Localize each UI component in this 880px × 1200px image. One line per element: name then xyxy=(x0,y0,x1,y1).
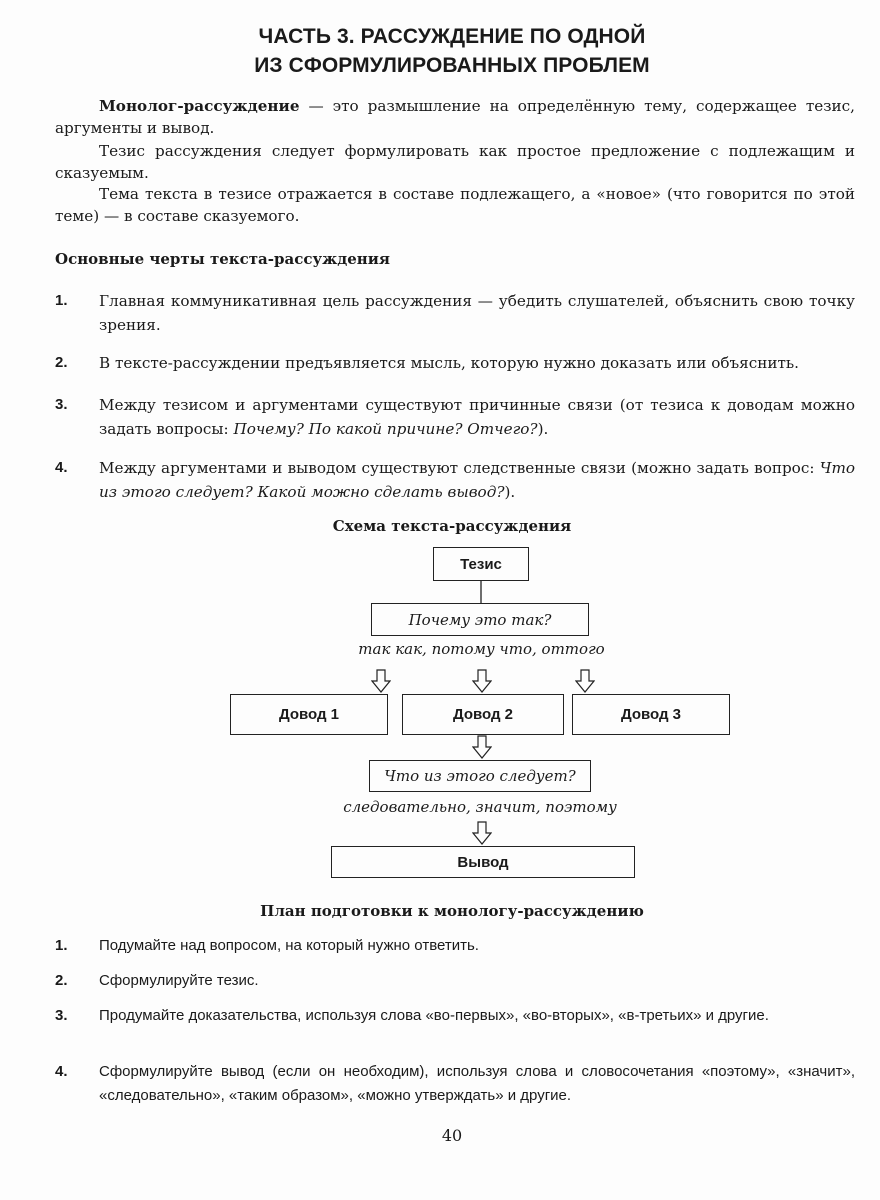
intro-paragraph-2: Тезис рассуждения следует формулировать как простое предложение с подлежащим и сказуемым. xyxy=(55,142,855,182)
thesis-box: Тезис xyxy=(433,547,529,581)
term-monolog: Монолог-рассуждение xyxy=(99,97,300,115)
feature-text: Между аргументами и выводом существуют следственные связи (можно задать вопрос: xyxy=(99,459,820,477)
plan-text: Продумайте доказательства, используя слова «во-первых», «во-вторых», «в-третьих» и другие. xyxy=(99,1007,769,1024)
argument-box-2: Довод 2 xyxy=(402,694,564,735)
conclusion-box: Вывод xyxy=(331,846,635,878)
intro-paragraph-3: Тема текста в тезисе отражается в составе подлежащего, а «новое» (что говорится по этой теме) — в составе сказуемого. xyxy=(55,185,855,225)
argument-box-3: Довод 3 xyxy=(572,694,730,735)
feature-questions: Почему? По какой причине? Отчего? xyxy=(233,420,538,438)
plan-text: Сформулируйте тезис. xyxy=(99,972,259,989)
feature-text: Между тезисом и аргументами существуют причинные связи (от тезиса к доводам можно задать вопросы: xyxy=(99,396,855,438)
title-line-1: ЧАСТЬ 3. РАССУЖДЕНИЕ ПО ОДНОЙ xyxy=(258,25,646,48)
arrow-down-icon xyxy=(575,669,595,693)
feature-number: 2. xyxy=(55,354,68,371)
feature-number: 3. xyxy=(55,396,68,413)
intro-p1-rest: — это размышление на определённую тему, содержащее тезис, аргументы и вывод. xyxy=(55,97,855,137)
question-consequence-box: Что из этого следует? xyxy=(369,760,591,792)
plan-number: 1. xyxy=(55,937,68,954)
consequence-connectors: следовательно, значит, поэтому xyxy=(343,798,617,816)
arrow-down-icon xyxy=(472,821,492,845)
plan-text: Подумайте над вопросом, на который нужно ответить. xyxy=(99,937,479,954)
feature-questions: Что из этого следует? Какой можно сделать вывод? xyxy=(99,459,855,501)
feature-number: 4. xyxy=(55,459,68,476)
plan-item-1 xyxy=(55,934,855,958)
title-line-2: ИЗ СФОРМУЛИРОВАННЫХ ПРОБЛЕМ xyxy=(254,54,650,77)
feature-tail: ). xyxy=(537,420,549,438)
plan-heading: План подготовки к монологу-рассуждению xyxy=(260,902,644,920)
plan-item-3 xyxy=(55,1004,855,1052)
feature-text: В тексте-рассуждении предъявляется мысль, которую нужно доказать или объяснить. xyxy=(99,354,800,372)
causal-connectors: так как, потому что, оттого xyxy=(358,640,605,658)
feature-text: Главная коммуникативная цель рассуждения — убедить слушателей, объяснить свою точку зрения. xyxy=(99,292,855,334)
arrow-down-icon xyxy=(472,669,492,693)
arrow-down-icon xyxy=(371,669,391,693)
scheme-heading: Схема текста-рассуждения xyxy=(332,517,572,535)
feature-tail: ). xyxy=(504,483,516,501)
feature-number: 1. xyxy=(55,292,68,309)
plan-number: 4. xyxy=(55,1063,68,1080)
plan-text: Сформулируйте вывод (если он необходим), используя слова и словосочетания «поэтому», «значит», «следовательно», «таким образом», «можно утверждать» и другие. xyxy=(99,1063,855,1104)
arrow-down-icon xyxy=(472,735,492,759)
argument-box-1: Довод 1 xyxy=(230,694,388,735)
page-number: 40 xyxy=(441,1126,463,1145)
plan-item-4 xyxy=(55,1060,855,1108)
features-heading: Основные черты текста-рассуждения xyxy=(55,250,390,268)
plan-number: 3. xyxy=(55,1007,68,1024)
question-why-box: Почему это так? xyxy=(371,603,589,636)
plan-number: 2. xyxy=(55,972,68,989)
plan-item-2 xyxy=(55,969,855,993)
